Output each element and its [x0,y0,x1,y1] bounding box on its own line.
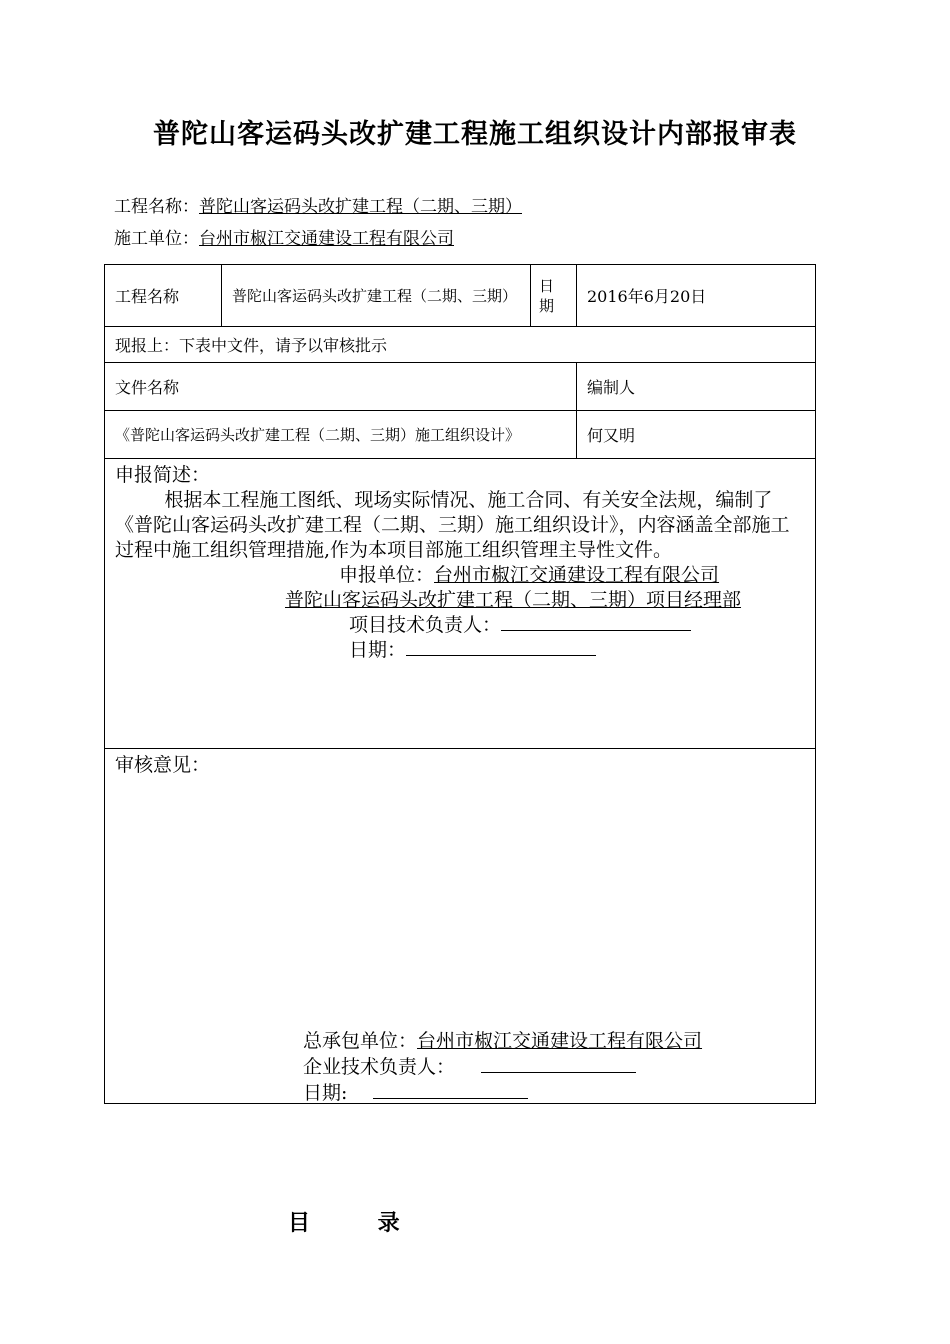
review-date-blank[interactable] [373,1097,528,1099]
review-date-line [303,1081,528,1106]
submit-unit-value: 台州市椒江交通建设工程有限公司 [434,564,720,586]
summary-cell [105,459,816,749]
enterprise-tech-lead-label: 企业技术负责人： [303,1056,456,1078]
project-name-value: 普陀山客运码头改扩建工程（二期、三期） [199,197,522,217]
review-cell [105,749,816,1104]
enterprise-tech-lead-line [303,1055,636,1080]
contractor-value: 台州市椒江交通建设工程有限公司 [199,229,454,249]
date-cell-value: 2016年6月20日 [577,265,816,327]
tech-lead-label: 项目技术负责人： [349,614,502,636]
general-contractor-label: 总承包单位： [303,1030,418,1052]
summary-date-line [115,638,805,663]
review-date-label: 日期: [303,1082,348,1104]
file-name-value: 《普陀山客运码头改扩建工程（二期、三期）施工组织设计》 [105,411,577,459]
general-contractor-line [303,1029,702,1054]
general-contractor-value: 台州市椒江交通建设工程有限公司 [417,1030,703,1052]
submit-unit-line [115,563,805,588]
project-name-line [114,192,522,217]
toc-heading: 目 录 [288,1211,400,1236]
page-title: 普陀山客运码头改扩建工程施工组织设计内部报审表 [153,119,797,150]
project-name-label: 工程名称： [114,197,199,217]
enterprise-tech-lead-blank[interactable] [481,1071,636,1073]
editor-header: 编制人 [577,363,816,411]
tech-lead-line [115,613,805,638]
review-heading: 审核意见： [115,754,211,776]
project-name-cell-label: 工程名称 [105,265,222,327]
summary-heading: 申报简述： [115,464,211,486]
project-dept-value: 普陀山客运码头改扩建工程（二期、三期）项目经理部 [285,589,742,611]
summary-date-label: 日期： [349,639,407,661]
contractor-label: 施工单位： [114,229,199,249]
date-cell-label: 日期 [531,265,577,327]
submit-unit-label: 申报单位： [339,564,435,586]
summary-body: 根据本工程施工图纸、现场实际情况、施工合同、有关安全法规，编制了《普陀山客运码头改扩建工程（二期、三期）施工组织设计》，内容涵盖全部施工过程中施工组织管理措施,作为本项目部施工组织管理主导性文件。 [115,489,790,561]
review-form-table [104,264,816,1104]
tech-lead-blank[interactable] [501,629,691,631]
report-text-cell: 现报上：下表中文件，请予以审核批示 [105,327,816,363]
file-name-header: 文件名称 [105,363,577,411]
contractor-line [114,224,454,249]
editor-value: 何又明 [577,411,816,459]
project-name-cell-value: 普陀山客运码头改扩建工程（二期、三期） [222,265,531,327]
summary-date-blank[interactable] [406,654,596,656]
